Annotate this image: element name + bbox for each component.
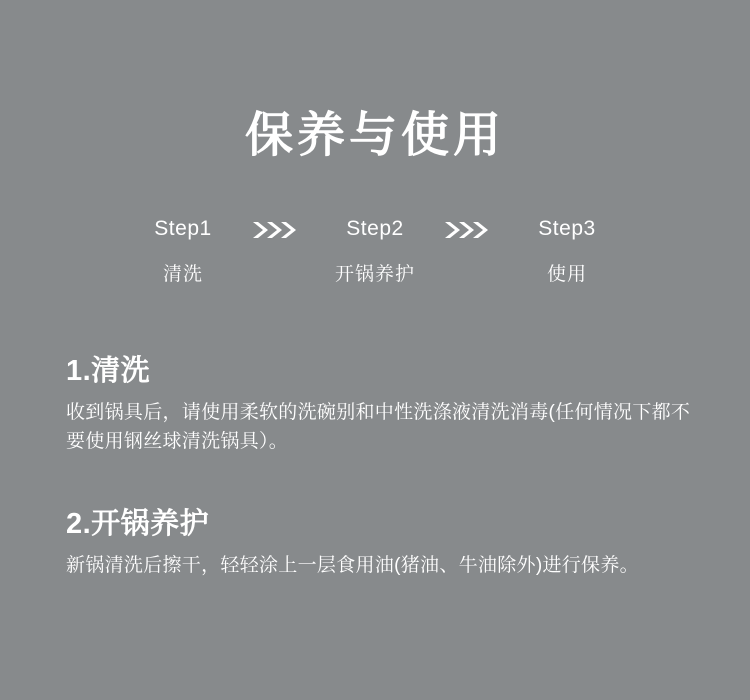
step-1 bbox=[123, 218, 243, 284]
section-cleaning bbox=[66, 356, 700, 457]
section-seasoning-text: 新锅清洗后擦干，轻轻涂上一层食用油(猪油、牛油除外)进行保养。 bbox=[66, 554, 639, 576]
step-3-caption: 使用 bbox=[546, 264, 587, 285]
step-2-label: Step2 bbox=[346, 217, 404, 240]
step-1-label: Step1 bbox=[154, 217, 212, 240]
step-2-caption: 开锅养护 bbox=[334, 264, 415, 285]
page-title: 保养与使用 bbox=[244, 109, 505, 162]
care-instructions bbox=[0, 356, 750, 580]
step-2 bbox=[315, 218, 435, 284]
triple-chevron-right-icon-2 bbox=[435, 218, 507, 240]
section-seasoning-heading: 2.开锅养护 bbox=[66, 507, 210, 540]
triple-chevron-right-icon bbox=[243, 218, 315, 240]
section-divider-space bbox=[66, 457, 700, 509]
step-3 bbox=[507, 218, 627, 284]
steps-row bbox=[0, 218, 750, 284]
step-1-caption: 清洗 bbox=[162, 264, 203, 285]
section-cleaning-text: 收到锅具后，请使用柔软的洗碗别和中性洗涤液清洗消毒(任何情况下都不要使用钢丝球清洗锅具）。 bbox=[66, 401, 691, 453]
step-3-label: Step3 bbox=[538, 217, 596, 240]
section-seasoning bbox=[66, 509, 700, 580]
section-cleaning-heading: 1.清洗 bbox=[66, 355, 151, 387]
